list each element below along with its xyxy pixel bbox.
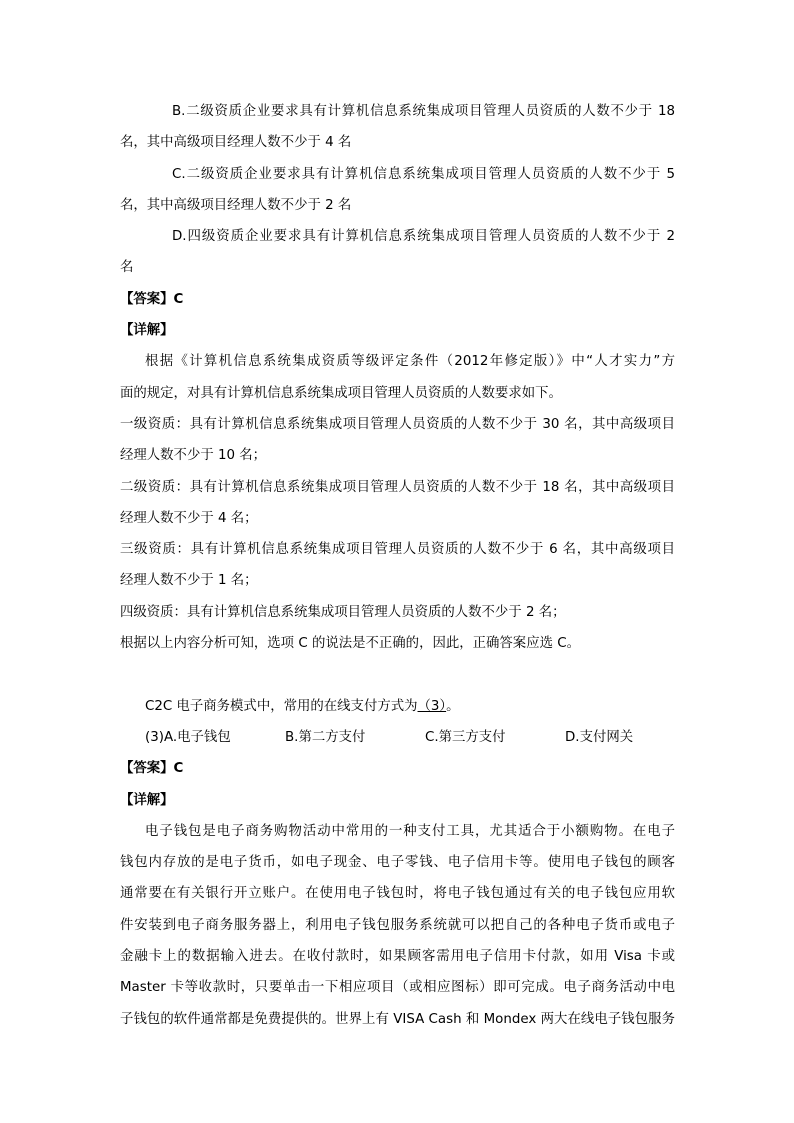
answer-label: 【答案】C: [120, 291, 184, 307]
detail-line: 钱包内存放的是电子货币，如电子现金、电子零钱、电子信用卡等。使用电子钱包的顾客: [120, 855, 675, 871]
conclusion-line: 根据以上内容分析可知，选项 C 的说法是不正确的，因此，正确答案应选 C。: [120, 636, 580, 652]
detail-line: 经理人数不少于 10 名；: [120, 448, 267, 464]
answer-label: 【答案】C: [120, 761, 184, 777]
detail-line: 二级资质：具有计算机信息系统集成项目管理人员资质的人数不少于 18 名，其中高级项目: [120, 479, 675, 495]
detail-line: 件安装到电子商务服务器上，利用电子钱包服务系统就可以把自己的各种电子货币或电子: [120, 917, 675, 933]
stem-blank: （3）: [417, 698, 447, 714]
option-c: C.第三方支付: [425, 729, 506, 745]
detail-line: 一级资质：具有计算机信息系统集成项目管理人员资质的人数不少于 30 名，其中高级项目: [120, 416, 675, 432]
detail-line: 经理人数不少于 1 名；: [120, 573, 258, 589]
detail-line: 三级资质：具有计算机信息系统集成项目管理人员资质的人数不少于 6 名，其中高级项目: [120, 542, 675, 558]
detail-line: Master 卡等收款时，只要单击一下相应项目（或相应图标）即可完成。电子商务活动中电: [120, 980, 675, 996]
option-c-line2: 名，其中高级项目经理人数不少于 2 名: [120, 197, 352, 213]
detail-line: 通常要在有关银行开立账户。在使用电子钱包时，将电子钱包通过有关的电子钱包应用软: [120, 886, 675, 902]
blank-line: [120, 659, 675, 690]
detail-line: 四级资质：具有计算机信息系统集成项目管理人员资质的人数不少于 2 名；: [120, 604, 566, 620]
option-d: D.支付网关: [565, 729, 634, 745]
options-row: [120, 722, 675, 753]
option-d-line2: 名: [120, 260, 134, 276]
question-stem: [120, 691, 675, 722]
stem-suffix: 。: [446, 698, 460, 714]
detail-line: 经理人数不少于 4 名；: [120, 510, 258, 526]
detail-line: 金融卡上的数据输入进去。在收付款时，如果顾客需用电子信用卡付款，如用 Visa 卡或: [120, 949, 675, 965]
option-b-line2: 名，其中高级项目经理人数不少于 4 名: [120, 135, 352, 151]
detail-line: 面的规定，对具有计算机信息系统集成项目管理人员资质的人数要求如下。: [120, 385, 562, 401]
detail-label: 【详解】: [120, 323, 174, 339]
document-page: [120, 96, 675, 1035]
detail-label: 【详解】: [120, 792, 174, 808]
option-a: (3)A.电子钱包: [145, 729, 231, 745]
option-d-line1: D.四级资质企业要求具有计算机信息系统集成项目管理人员资质的人数不少于 2: [172, 229, 675, 245]
detail-line: 电子钱包是电子商务购物活动中常用的一种支付工具，尤其适合于小额购物。在电子: [145, 823, 675, 839]
option-b-line1: B.二级资质企业要求具有计算机信息系统集成项目管理人员资质的人数不少于 18: [172, 104, 675, 119]
detail-line: 根据《计算机信息系统集成资质等级评定条件（2012年修定版）》中“人才实力”方: [145, 354, 675, 370]
option-c-line1: C.二级资质企业要求具有计算机信息系统集成项目管理人员资质的人数不少于 5: [172, 166, 675, 182]
detail-line: 子钱包的软件通常都是免费提供的。世界上有 VISA Cash 和 Mondex 两大在线电子钱包服务: [120, 1011, 675, 1027]
option-b: B.第二方支付: [285, 729, 366, 745]
stem-text: C2C 电子商务模式中，常用的在线支付方式为: [145, 698, 418, 714]
